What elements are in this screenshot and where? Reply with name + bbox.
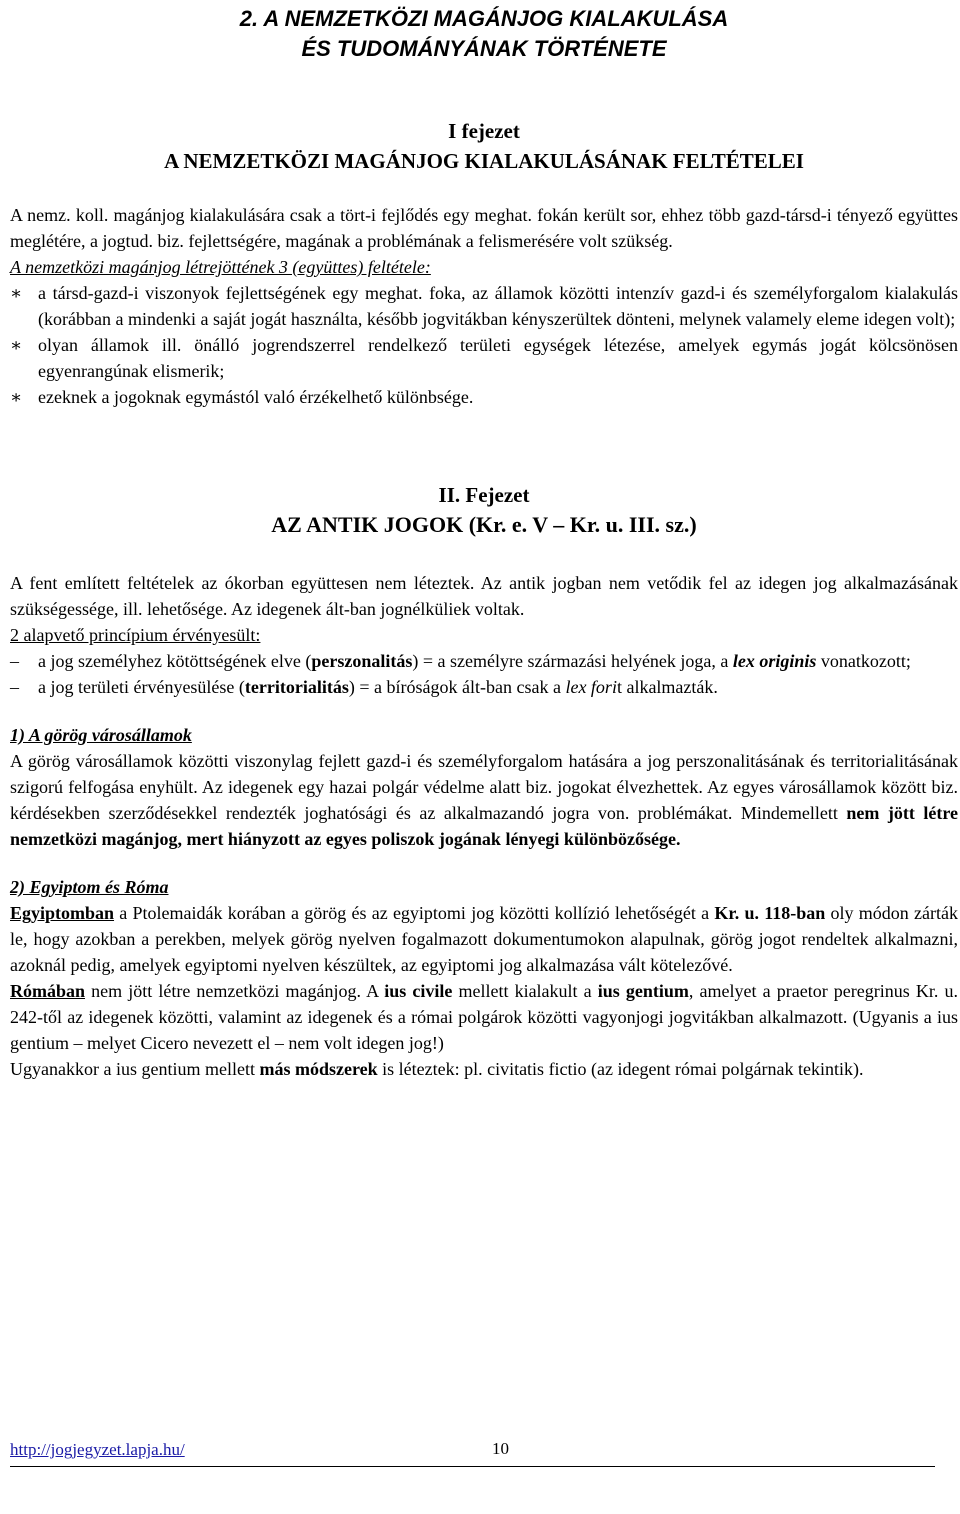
dash-bullet-icon: – <box>10 677 19 697</box>
chapter-2-title: AZ ANTIK JOGOK (Kr. e. V – Kr. u. III. sz.) <box>271 512 697 537</box>
document-title <box>10 4 958 64</box>
conditions-list <box>10 280 958 410</box>
principles-heading: 2 alapvető princípium érvényesült: <box>10 625 261 645</box>
principle-item: – a jog területi érvényesülése (territorialitás) = a bíróságok ált-ban csak a lex forit alkalmazták. <box>10 674 958 700</box>
principle-item: – a jog személyhez kötöttségének elve (perszonalitás) = a személyre származási helyének joga, a lex originis vonatkozott; <box>10 648 958 674</box>
conditions-heading: A nemzetközi magánjog létrejöttének 3 (együttes) feltétele: <box>10 257 431 277</box>
rome-paragraph: Rómában nem jött létre nemzetközi magánjog. A ius civile mellett kialakult a ius gentium, amelyet a praetor peregrinus Kr. u. 242-től az idegenek közötti, valamint az idegenek és a római polgárok közötti vagyonjogi jogvitákban alkalmazott. (Ugyanis a ius gentium – melyet Cicero nevezett el – nem volt idegen jog!) <box>10 981 959 1053</box>
chapter-1-heading <box>10 116 958 176</box>
document-page <box>10 0 958 1082</box>
intro-paragraph: A nemz. koll. magánjog kialakulására csak a tört-i fejlődés egy meghat. fokán került sor, ehhez több gazd-társd-i tényező együttes meglétére, a jogtud. biz. fejlettségére, magának a problémának a felismerésére volt szükség. <box>10 205 958 251</box>
chapter-2-heading <box>10 480 958 540</box>
section-2-heading: 2) Egyiptom és Róma <box>10 877 169 897</box>
title-line-1: 2. A NEMZETKÖZI MAGÁNJOG KIALAKULÁSA <box>239 6 729 31</box>
antik-paragraph: A fent említett feltételek az ókorban együttesen nem léteztek. Az antik jogban nem vetődik fel az idegen jog alkalmazásának szükségessége, ill. lehetősége. Az idegenek ált-ban jognélküliek voltak. <box>10 573 958 619</box>
footer-link[interactable]: http://jogjegyzet.lapja.hu/ <box>10 1440 185 1459</box>
title-line-2: ÉS TUDOMÁNYÁNAK TÖRTÉNETE <box>301 36 667 61</box>
asterisk-bullet-icon: ∗ <box>10 335 23 355</box>
section-1-heading: 1) A görög városállamok <box>10 725 192 745</box>
methods-paragraph: Ugyanakkor a ius gentium mellett más módszerek is léteztek: pl. civitatis fictio (az idegent római polgárnak tekintik). <box>10 1059 864 1079</box>
section-1-paragraph: A görög városállamok közötti viszonylag fejlett gazd-i és személyforgalom hatására a jog perszonalitásának és territorialitásának szigorú felfogása enyhült. Az idegenek egy hazai polgár védelme alatt biz. jogokat élvezhettek. Az egyes városállamok között biz. kérdésekben szerződésekkel rendezték joghatósági és az alkalmazandó jogra von. problémákat. Mindemellett nem jött létre nemzetközi magánjog, mert hiányzott az egyes poliszok jogának lényegi különbözősége. <box>10 751 958 849</box>
list-item: ∗ a társd-gazd-i viszonyok fejlettségének egy meghat. foka, az államok közötti intenzív gazd-i és személyforgalom kialakulás (korábban a mindenki a saját jogát használta, később jogvitákban kényszerültek dönteni, melynek valamely eleme idegen volt); <box>10 280 958 332</box>
list-item: ∗ ezeknek a jogoknak egymástól való érzékelhető különbsége. <box>10 384 958 410</box>
page-footer <box>10 1436 935 1467</box>
egypt-paragraph: Egyiptomban a Ptolemaidák korában a görög és az egyiptomi jog közötti kollízió lehetőségét a Kr. u. 118-ban oly módon zárták le, hogy azokban a perekben, melyek görög nyelven fogalmazott dokumentumokon alapulnak, görög jogot rendeltek alkalmazni, azoknál pedig, amelyek egyiptomi nyelven készültek, az egyiptomi jog alkalmazása vált kötelezővé. <box>10 903 958 975</box>
chapter-2-label: II. Fejezet <box>438 483 530 507</box>
dash-bullet-icon: – <box>10 651 19 671</box>
asterisk-bullet-icon: ∗ <box>10 283 23 303</box>
asterisk-bullet-icon: ∗ <box>10 387 23 407</box>
list-item: ∗ olyan államok ill. önálló jogrendszerrel rendelkező területi egységek létezése, amelyek egymás jogát kölcsönösen egyenrangúnak elismerik; <box>10 332 958 384</box>
page-number: 10 <box>492 1439 509 1458</box>
chapter-1-label: I fejezet <box>448 119 520 143</box>
chapter-1-title: A NEMZETKÖZI MAGÁNJOG KIALAKULÁSÁNAK FELTÉTELEI <box>164 149 804 173</box>
